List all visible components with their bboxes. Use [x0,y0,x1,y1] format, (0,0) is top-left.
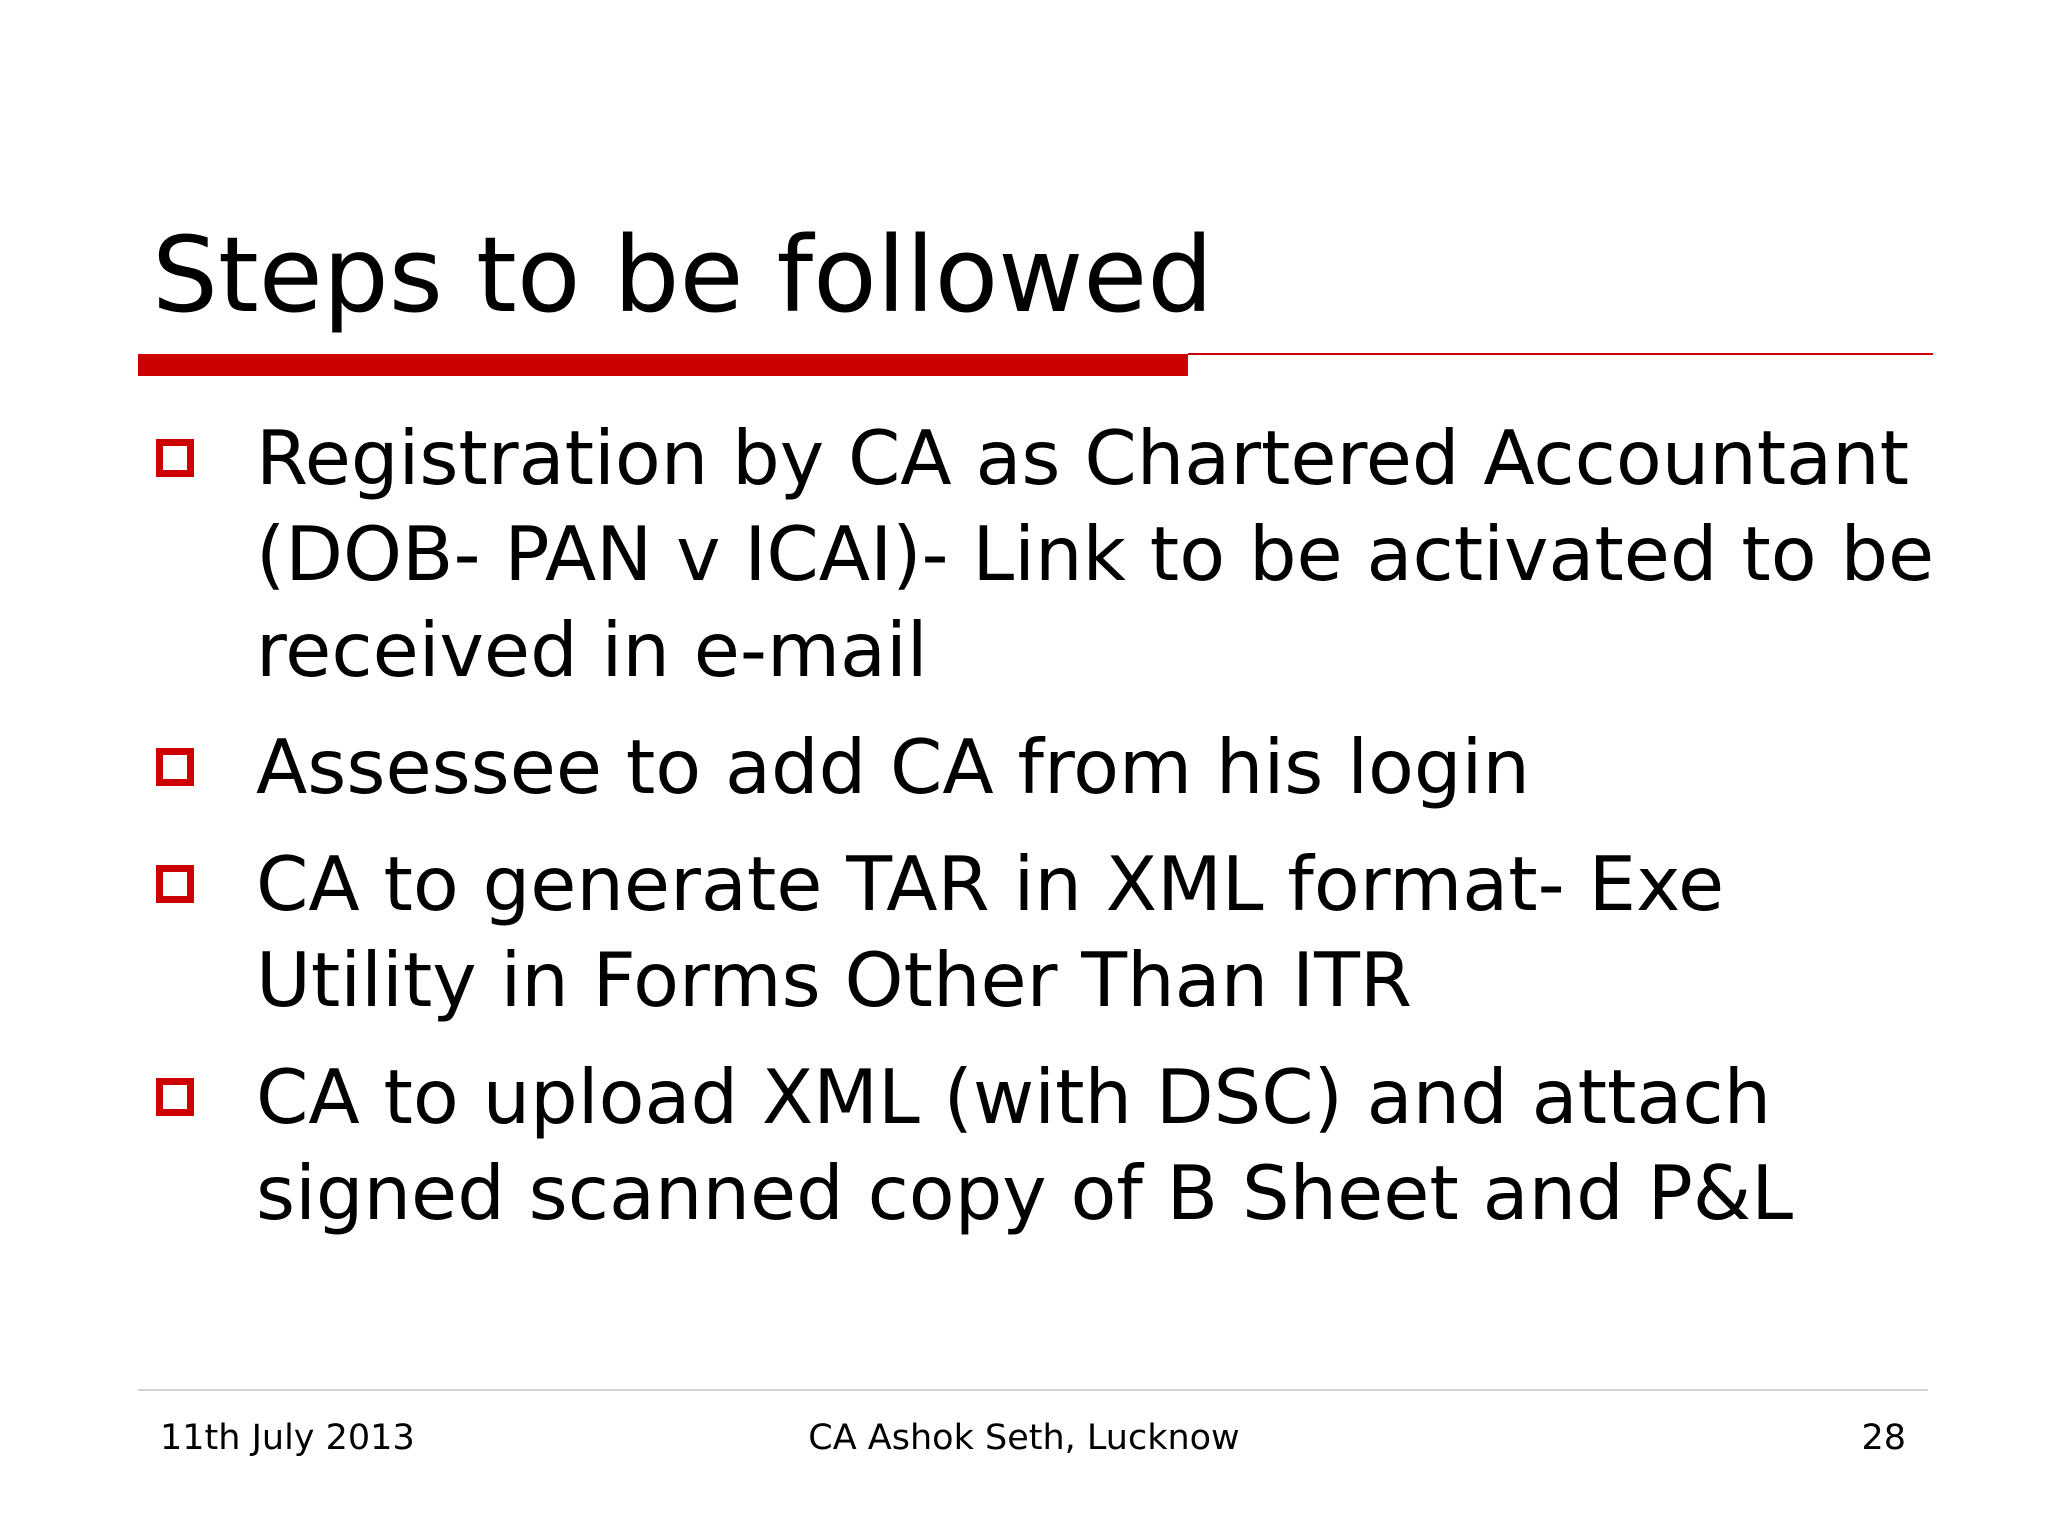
hollow-square-bullet-icon [156,865,194,903]
title-underline-thick [138,354,1188,376]
hollow-square-bullet-icon [156,439,194,477]
bullet-item [152,1049,1952,1241]
bullet-list [152,410,1952,1262]
bullet-item [152,719,1952,815]
footer-date: 11th July 2013 [160,1418,415,1458]
bullet-item [152,836,1952,1028]
footer-author: CA Ashok Seth, Lucknow [808,1418,1240,1458]
bullet-item [152,410,1952,698]
bullet-text: CA to generate TAR in XML format- Exe Utility in Forms Other Than ITR [256,840,1725,1024]
title-underline-thin [1188,353,1933,355]
bullet-text: CA to upload XML (with DSC) and attach signed scanned copy of B Sheet and P&L [256,1053,1794,1237]
hollow-square-bullet-icon [156,748,194,786]
footer-page-number: 28 [1861,1418,1906,1458]
footer-divider [138,1389,1928,1391]
hollow-square-bullet-icon [156,1078,194,1116]
bullet-text: Registration by CA as Chartered Accountant (DOB- PAN v ICAI)- Link to be activated to be received in e-mail [256,414,1935,694]
slide-title: Steps to be followed [152,214,1214,336]
bullet-text: Assessee to add CA from his login [256,723,1530,811]
